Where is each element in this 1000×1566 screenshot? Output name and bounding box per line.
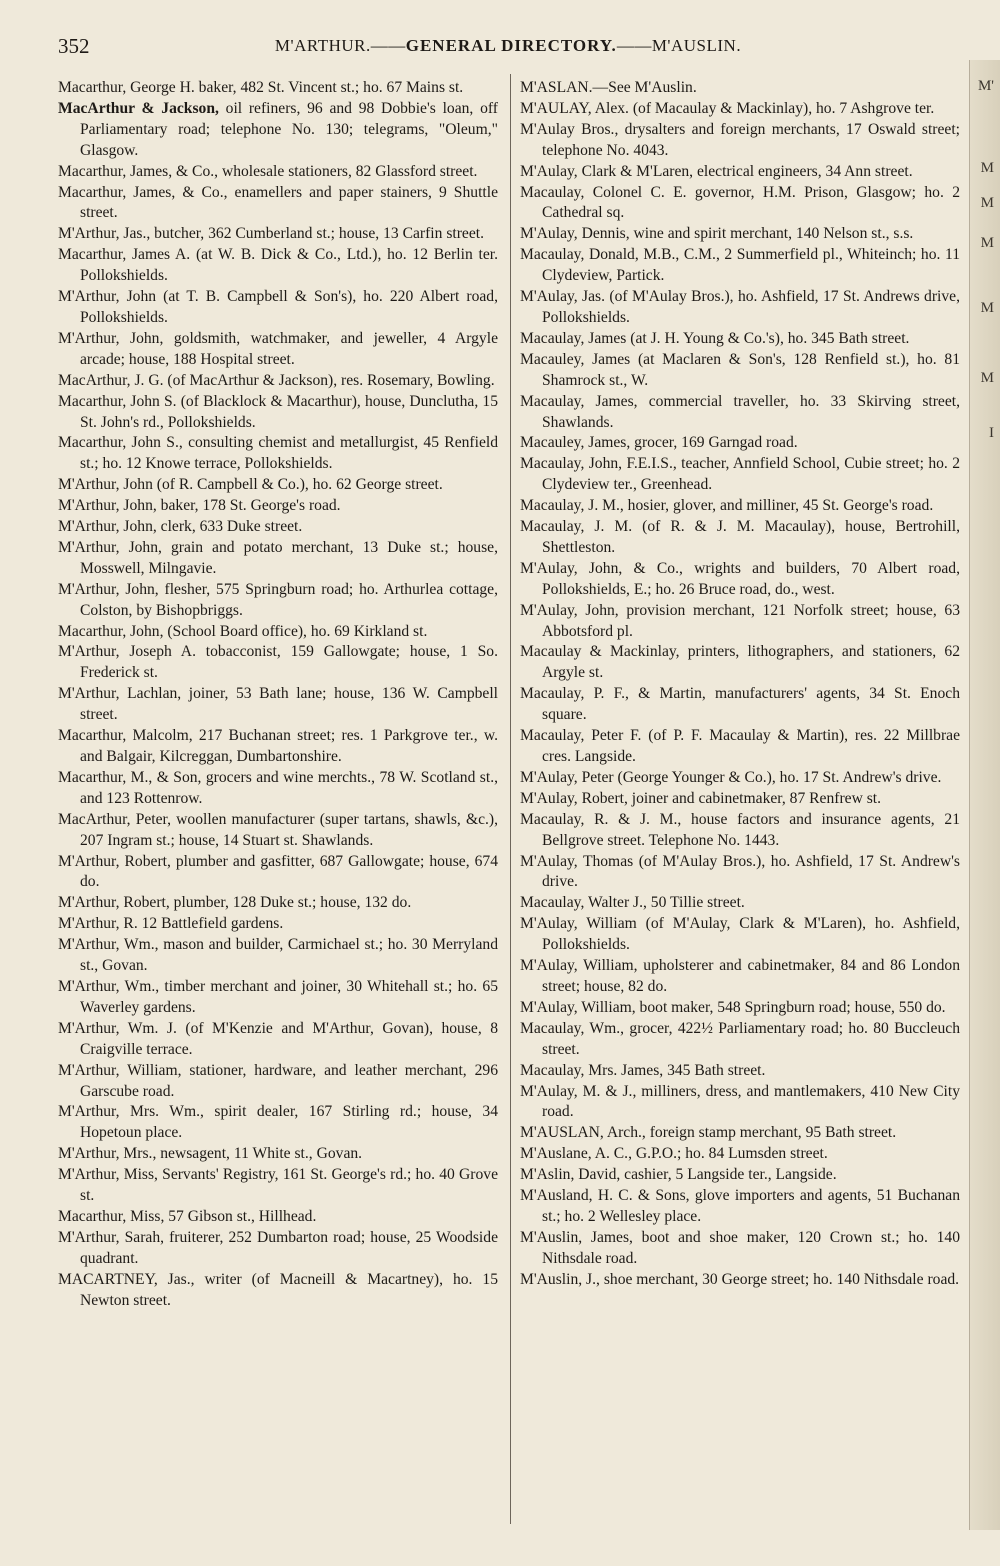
directory-entry: Macauley, James, grocer, 169 Garngad road. [520,434,798,452]
directory-entry: Macarthur, James A. (at W. B. Dick & Co., Ltd.), ho. 12 Berlin ter. Pollokshields. [58,246,498,285]
directory-entry: M'Arthur, Mrs., newsagent, 11 White st., Govan. [58,1145,363,1163]
directory-entry: M'Arthur, Wm. J. (of M'Kenzie and M'Arthur, Govan), house, 8 Craigville terrace. [58,1019,498,1058]
directory-entry: M'Arthur, Sarah, fruiterer, 252 Dumbarton road; house, 25 Woodside quadrant. [58,1228,498,1267]
edge-mark: M' [977,78,994,94]
directory-entry: M'Arthur, Lachlan, joiner, 53 Bath lane; house, 136 W. Campbell street. [58,685,498,724]
directory-entry: M'Aulay, Jas. (of M'Aulay Bros.), ho. Ashfield, 17 St. Andrews drive, Pollokshields. [520,288,960,326]
directory-entry: M'Arthur, John, grain and potato merchant, 13 Duke st.; house, Mosswell, Milngavie. [58,538,498,577]
directory-entry: M'Aulay, William, boot maker, 548 Springburn road; house, 550 do. [520,998,946,1016]
edge-mark: M [980,160,994,176]
directory-entry: Macarthur, Malcolm, 217 Buchanan street; res. 1 Parkgrove ter., w. and Balgair, Kilcreggan, Dumbartonshire. [58,727,498,765]
directory-entry: M'Auslin, James, boot and shoe maker, 120 Crown st.; ho. 140 Nithsdale road. [520,1228,960,1267]
directory-entry: Macarthur, John S., consulting chemist and metallurgist, 45 Renfield st.; ho. 12 Knowe terrace, Pollokshields. [58,434,498,473]
right-column [520,78,960,1291]
directory-entry: M'Arthur, Wm., mason and builder, Carmichael st.; ho. 30 Merryland st., Govan. [58,936,498,975]
directory-entry: MacArthur, J. G. (of MacArthur & Jackson), res. Rosemary, Bowling. [58,371,495,389]
entry-bold-name: MacArthur & Jackson, [58,99,219,117]
left-column [58,78,498,1311]
directory-entry: M'Arthur, Joseph A. tobacconist, 159 Gallowgate; house, 1 So. Frederick st. [58,643,498,682]
directory-entry: M'AULAY, Alex. (of Macaulay & Mackinlay), ho. 7 Ashgrove ter. [520,99,935,117]
directory-entry: M'Arthur, John, baker, 178 St. George's road. [58,497,341,515]
directory-entry: MacArthur, Peter, woollen manufacturer (super tartans, shawls, &c.), 207 Ingram st.; house, 14 Stuart st. Shawlands. [58,810,498,849]
running-head-separator: —— [370,36,406,55]
directory-entry: M'Arthur, William, stationer, hardware, and leather merchant, 296 Garscube road. [58,1061,498,1100]
directory-entry: M'Arthur, Miss, Servants' Registry, 161 St. George's rd.; ho. 40 Grove st. [58,1166,498,1205]
entry-text: oil refiners, 96 and 98 Dobbie's loan, off Parliamentary road; telephone No. 130; telegrams, "Oleum," Glasgow. [80,99,498,159]
directory-entry: Macaulay, P. F., & Martin, manufacturers' agents, 34 St. Enoch square. [520,685,960,724]
directory-entry: M'Ausland, H. C. & Sons, glove importers and agents, 51 Buchanan st.; ho. 2 Wellesley place. [520,1187,960,1225]
directory-entry: Macarthur, Miss, 57 Gibson st., Hillhead. [58,1207,317,1225]
directory-entry: M'Aulay, M. & J., milliners, dress, and mantlemakers, 410 New City road. [520,1082,960,1121]
directory-entry: M'Aulay, William (of M'Aulay, Clark & M'Laren), ho. Ashfield, Pollokshields. [520,915,960,954]
directory-entry: M'Auslane, A. C., G.P.O.; ho. 84 Lumsden street. [520,1145,828,1163]
edge-mark: M [980,195,994,211]
directory-entry: M'Arthur, Robert, plumber and gasfitter, 687 Gallowgate; house, 674 do. [58,852,498,891]
directory-entry: Macaulay, R. & J. M., house factors and insurance agents, 21 Bellgrove street. Telephone No. 1443. [520,810,960,849]
directory-entry: Macaulay, Donald, M.B., C.M., 2 Summerfield pl., Whiteinch; ho. 11 Clydeview, Partick. [520,246,960,285]
directory-entry: Macaulay, Colonel C. E. governor, H.M. Prison, Glasgow; ho. 2 Cathedral sq. [520,183,960,222]
directory-entry: Macaulay, J. M., hosier, glover, and milliner, 45 St. George's road. [520,497,934,515]
directory-entry: M'AUSLAN, Arch., foreign stamp merchant, 95 Bath street. [520,1124,897,1142]
directory-entry: Macarthur, M., & Son, grocers and wine merchts., 78 W. Scotland st., and 123 Rottenrow. [58,768,498,807]
directory-entry: M'Arthur, Robert, plumber, 128 Duke st.; house, 132 do. [58,894,412,912]
directory-entry: M'Arthur, Jas., butcher, 362 Cumberland st.; house, 13 Carfin street. [58,225,484,243]
directory-entry: M'Arthur, John, clerk, 633 Duke street. [58,518,303,536]
directory-entry: Macaulay, James (at J. H. Young & Co.'s), ho. 345 Bath street. [520,329,910,347]
directory-entry: Macaulay, Mrs. James, 345 Bath street. [520,1061,766,1079]
directory-entry: M'Arthur, Mrs. Wm., spirit dealer, 167 Stirling rd.; house, 34 Hopetoun place. [58,1103,498,1142]
adjacent-page-edge [969,60,1000,1530]
directory-entry: Macaulay & Mackinlay, printers, lithographers, and stationers, 62 Argyle st. [520,643,960,682]
directory-entry: M'Arthur, R. 12 Battlefield gardens. [58,915,284,933]
directory-entry: M'Aulay, William, upholsterer and cabinetmaker, 84 and 86 London street; house, 82 do. [520,957,960,995]
directory-entry: M'Aulay Bros., drysalters and foreign merchants, 17 Oswald street; telephone No. 4043. [520,120,960,159]
directory-entry: Macaulay, James, commercial traveller, ho. 33 Skirving street, Shawlands. [520,392,960,431]
running-head-left: M'ARTHUR. [274,36,371,55]
edge-mark: M [980,300,994,316]
directory-entry: M'Arthur, John, flesher, 575 Springburn road; ho. Arthurlea cottage, Colston, by Bishopbriggs. [58,580,498,619]
directory-entry: Macarthur, James, & Co., enamellers and paper stainers, 9 Shuttle street. [58,183,498,222]
directory-entry: Macarthur, John S. (of Blacklock & Macarthur), house, Dunclutha, 15 St. John's rd., Pollokshields. [58,392,498,431]
directory-entry: M'Arthur, John (at T. B. Campbell & Son's), ho. 220 Albert road, Pollokshields. [58,288,498,326]
directory-entry: M'Aulay, Peter (George Younger & Co.), ho. 17 St. Andrew's drive. [520,768,942,786]
running-head-title: GENERAL DIRECTORY. [405,36,617,55]
directory-entry: Macaulay, Peter F. (of P. F. Macaulay & Martin), res. 22 Millbrae cres. Langside. [520,727,960,765]
running-head-right: M'AUSLIN. [651,36,742,55]
edge-mark: M [980,235,994,251]
directory-entry: M'Arthur, John (of R. Campbell & Co.), ho. 62 George street. [58,476,443,494]
directory-entry: Macarthur, George H. baker, 482 St. Vincent st.; ho. 67 Mains st. [58,79,464,96]
directory-entry: M'ASLAN.—See M'Auslin. [520,79,697,96]
directory-entry: M'Aslin, David, cashier, 5 Langside ter., Langside. [520,1166,837,1184]
directory-entry: Macaulay, Wm., grocer, 422½ Parliamentary road; ho. 80 Buccleuch street. [520,1019,960,1058]
directory-entry: M'Aulay, John, provision merchant, 121 Norfolk street; house, 63 Abbotsford pl. [520,601,960,640]
directory-entry: M'Arthur, Wm., timber merchant and joiner, 30 Whitehall st.; ho. 65 Waverley gardens. [58,977,498,1016]
directory-entry: M'Aulay, Dennis, wine and spirit merchant, 140 Nelson st., s.s. [520,225,914,243]
directory-entry: Macaulay, Walter J., 50 Tillie street. [520,894,745,912]
page-header [58,34,958,64]
directory-entry: M'Aulay, John, & Co., wrights and builders, 70 Albert road, Pollokshields, E.; ho. 26 Bruce road, do., west. [520,559,960,598]
edge-mark: M [980,370,994,386]
directory-entry: Macarthur, James, & Co., wholesale stationers, 82 Glassford street. [58,162,478,180]
directory-entry: Macarthur, John, (School Board office), ho. 69 Kirkland st. [58,622,428,640]
directory-entry: M'Aulay, Robert, joiner and cabinetmaker, 87 Renfrew st. [520,789,882,807]
column-divider [510,74,511,1524]
directory-entry: M'Aulay, Thomas (of M'Aulay Bros.), ho. Ashfield, 17 St. Andrew's drive. [520,852,960,891]
directory-entry: MACARTNEY, Jas., writer (of Macneill & Macartney), ho. 15 Newton street. [58,1270,498,1309]
page-number: 352 [58,34,90,58]
directory-entry: M'Arthur, John, goldsmith, watchmaker, and jeweller, 4 Argyle arcade; house, 188 Hospital street. [58,329,498,368]
directory-entry: M'Auslin, J., shoe merchant, 30 George street; ho. 140 Nithsdale road. [520,1270,960,1288]
directory-entry: Macaulay, J. M. (of R. & J. M. Macaulay), house, Bertrohill, Shettleston. [520,518,960,556]
directory-entry: Macauley, James (at Maclaren & Son's, 128 Renfield st.), ho. 81 Shamrock st., W. [520,350,960,389]
directory-entry: M'Aulay, Clark & M'Laren, electrical engineers, 34 Ann street. [520,162,913,180]
edge-mark: I [989,425,994,441]
directory-entry [58,99,498,162]
running-head-separator: —— [616,36,652,55]
directory-entry: Macaulay, John, F.E.I.S., teacher, Annfield School, Cubie street; ho. 2 Clydeview ter., Greenhead. [520,455,960,494]
running-head [58,36,958,56]
